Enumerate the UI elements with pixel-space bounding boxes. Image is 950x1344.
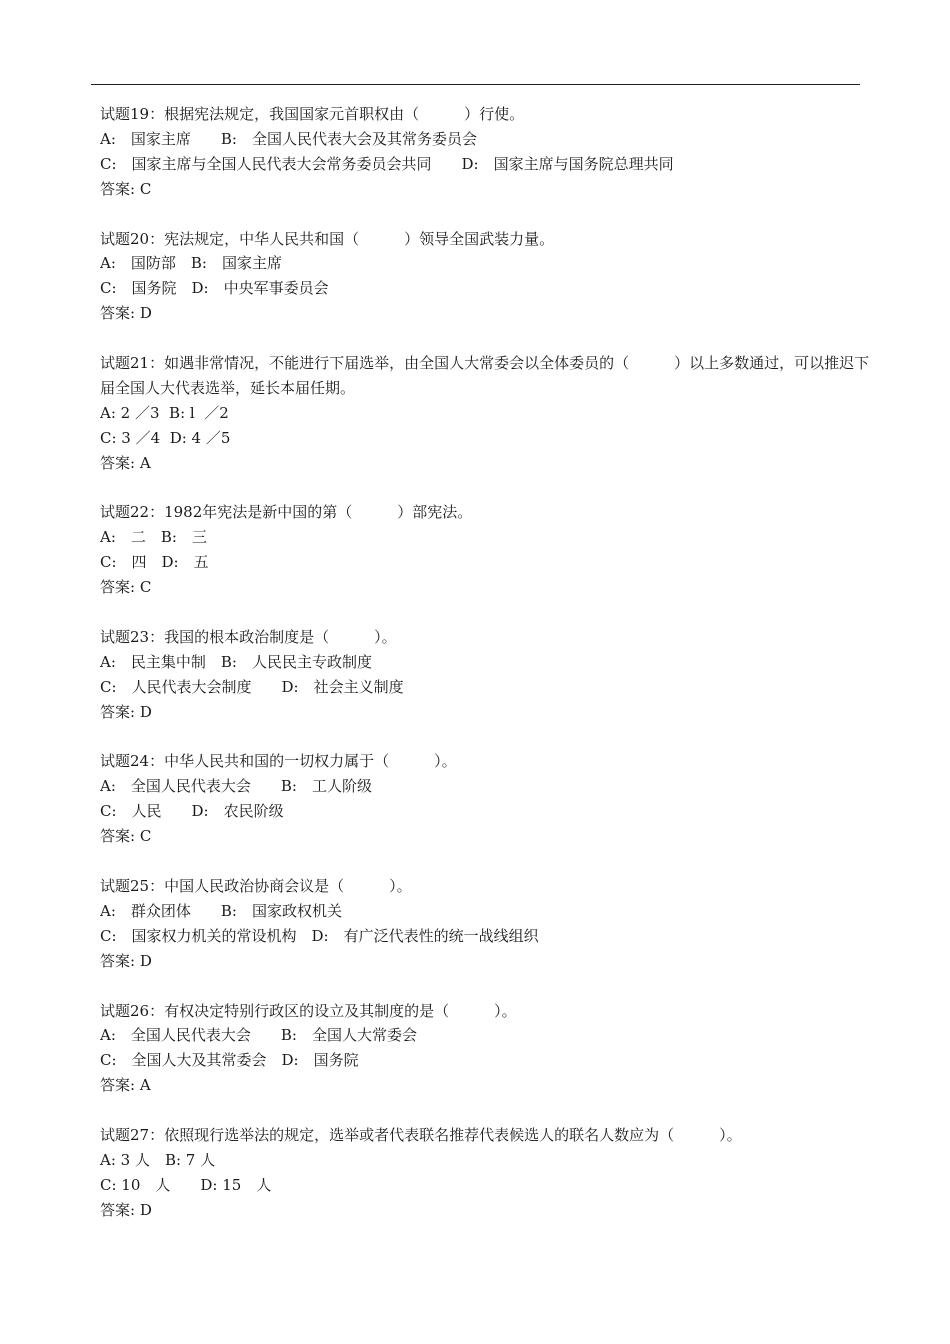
question-stem: 试题20：宪法规定，中华人民共和国（ ）领导全国武装力量。	[100, 229, 555, 248]
question-stem: 试题22：1982年宪法是新中国的第（ ）部宪法。	[100, 503, 473, 522]
question-answer: 答案: C	[100, 827, 152, 846]
question-options-cd: C: 国务院 D: 中央军事委员会	[100, 279, 329, 298]
question-answer: 答案: D	[100, 702, 152, 721]
question-24	[100, 749, 870, 849]
question-options-cd: C: 国家主席与全国人民代表大会常务委员会共同 D: 国家主席与国务院总理共同	[100, 154, 674, 173]
question-options-cd: C: 10 人 D: 15 人	[100, 1175, 272, 1194]
question-options-ab: A: 民主集中制 B: 人民民主专政制度	[100, 652, 372, 671]
question-answer: 答案: D	[100, 951, 152, 970]
question-options-cd: C: 四 D: 五	[100, 553, 209, 572]
question-options-ab: A: 国家主席 B: 全国人民代表大会及其常务委员会	[100, 129, 477, 148]
question-19	[100, 102, 870, 202]
question-answer: 答案: A	[100, 453, 151, 472]
question-options-cd: C: 国家权力机关的常设机构 D: 有广泛代表性的统一战线组织	[100, 926, 539, 945]
question-21	[100, 351, 870, 476]
question-stem: 试题19：根据宪法规定，我国国家元首职权由（ ）行使。	[100, 105, 525, 123]
question-25	[100, 874, 870, 974]
question-options-ab: A: 国防部 B: 国家主席	[100, 254, 282, 273]
question-options-ab: A: 全国人民代表大会 B: 全国人大常委会	[100, 1026, 417, 1045]
question-answer: 答案: C	[100, 578, 152, 597]
question-26	[100, 999, 870, 1099]
question-options-cd: C: 3 ／4 D: 4 ／5	[100, 428, 231, 447]
question-22	[100, 500, 870, 600]
question-stem: 试题24：中华人民共和国的一切权力属于（ ）。	[100, 752, 457, 771]
question-options-ab: A: 2 ／3 B: l ／2	[100, 403, 229, 422]
question-options-cd: C: 全国人大及其常委会 D: 国务院	[100, 1051, 359, 1070]
question-27	[100, 1123, 870, 1223]
question-options-ab: A: 群众团体 B: 国家政权机关	[100, 901, 342, 920]
question-answer: 答案: A	[100, 1076, 151, 1095]
question-options-cd: C: 人民代表大会制度 D: 社会主义制度	[100, 677, 404, 696]
question-options-ab: A: 全国人民代表大会 B: 工人阶级	[100, 777, 372, 796]
question-answer: 答案: C	[100, 179, 152, 198]
question-stem: 试题23：我国的根本政治制度是（ ）。	[100, 627, 397, 646]
question-stem: 试题27：依照现行选举法的规定，选举或者代表联名推荐代表候选人的联名人数应为（ ）。	[100, 1126, 742, 1145]
question-20	[100, 227, 870, 327]
question-list	[100, 102, 870, 1248]
question-stem: 试题25：中国人民政治协商会议是（ ）。	[100, 877, 412, 895]
question-stem: 试题26：有权决定特别行政区的设立及其制度的是（ ）。	[100, 1001, 517, 1020]
question-answer: 答案: D	[100, 1200, 152, 1219]
question-answer: 答案: D	[100, 304, 152, 323]
question-23	[100, 625, 870, 725]
header-rule	[91, 84, 860, 85]
question-options-ab: A: 3 人 B: 7 人	[100, 1150, 216, 1169]
question-options-cd: C: 人民 D: 农民阶级	[100, 802, 284, 821]
question-stem: 试题21：如遇非常情况，不能进行下届选举，由全国人大常委会以全体委员的（ ）以上多数通过，可以推迟下届全国人大代表选举，延长本届任期。	[100, 354, 870, 397]
question-options-ab: A: 二 B: 三	[100, 528, 207, 547]
